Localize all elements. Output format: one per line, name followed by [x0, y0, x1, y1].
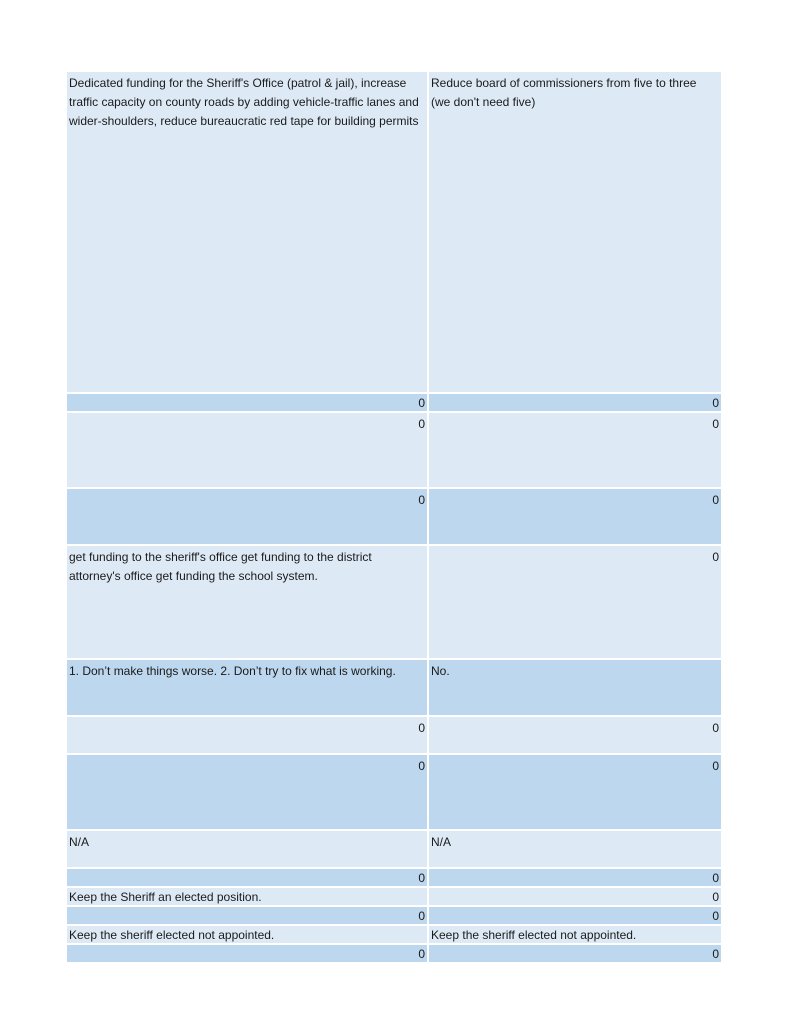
- table-cell: N/A: [67, 831, 427, 867]
- table-cell: get funding to the sheriff's office get funding to the district attorney's office get funding the school system.: [67, 546, 427, 658]
- table-cell: 0: [429, 755, 721, 829]
- table-cell: 0: [67, 489, 427, 544]
- table-row: [67, 546, 721, 658]
- table-cell: 0: [429, 869, 721, 886]
- table-cell: 0: [67, 394, 427, 411]
- table-cell: 0: [429, 546, 721, 658]
- table-row: [67, 660, 721, 715]
- table-cell: Keep the sheriff elected not appointed.: [429, 926, 721, 943]
- table-cell: No.: [429, 660, 721, 715]
- table-cell: 1. Don’t make things worse. 2. Don’t try to fix what is working.: [67, 660, 427, 715]
- table-row: [67, 869, 721, 886]
- table-cell: N/A: [429, 831, 721, 867]
- table-cell: Reduce board of commissioners from five to three (we don't need five): [429, 72, 721, 392]
- table-cell: Keep the Sheriff an elected position.: [67, 888, 427, 905]
- table-cell: 0: [429, 394, 721, 411]
- table-cell: 0: [429, 717, 721, 753]
- responses-table: [67, 72, 721, 964]
- table-cell: Dedicated funding for the Sheriff's Office (patrol & jail), increase traffic capacity on county roads by adding vehicle-traffic lanes and wider-shoulders, reduce bureaucratic red tape for building permits: [67, 72, 427, 392]
- table-cell: 0: [429, 945, 721, 962]
- table-row: [67, 945, 721, 962]
- table-row: [67, 489, 721, 544]
- table-row: [67, 907, 721, 924]
- table-cell: 0: [429, 907, 721, 924]
- table-row: [67, 926, 721, 943]
- table-row: [67, 394, 721, 411]
- table-cell: 0: [429, 413, 721, 487]
- table-cell: 0: [67, 717, 427, 753]
- table-row: [67, 888, 721, 905]
- table-cell: 0: [429, 888, 721, 905]
- table-cell: 0: [67, 907, 427, 924]
- table-row: [67, 717, 721, 753]
- table-row: [67, 755, 721, 829]
- table-cell: 0: [67, 755, 427, 829]
- table-cell: 0: [67, 413, 427, 487]
- table-cell: 0: [67, 945, 427, 962]
- table-row: [67, 413, 721, 487]
- table-cell: 0: [429, 489, 721, 544]
- table-cell: 0: [67, 869, 427, 886]
- table-cell: Keep the sheriff elected not appointed.: [67, 926, 427, 943]
- table-row: [67, 831, 721, 867]
- table-row: [67, 72, 721, 392]
